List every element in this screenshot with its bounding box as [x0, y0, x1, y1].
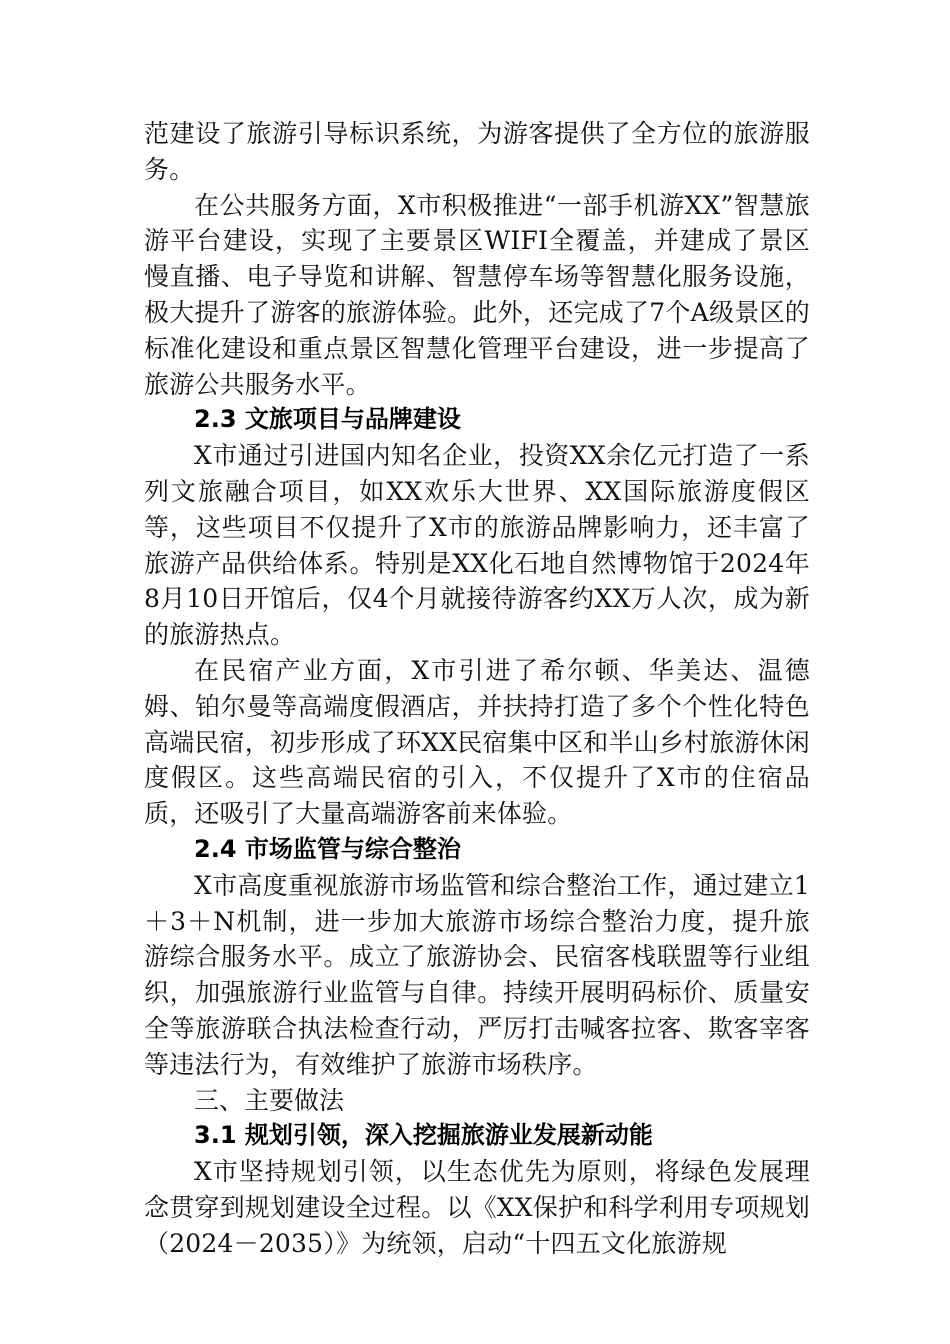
document-body	[144, 116, 810, 1262]
heading-2-3: 2.3 文旅项目与品牌建设	[194, 405, 461, 434]
paragraph-planning: X市坚持规划引领，以生态优先为原则，将绿色发展理念贯穿到规划建设全过程。以《XX保护和科学利用专项规划（2024－2035）》为统领，启动“十四五文化旅游规	[144, 1157, 810, 1258]
paragraph-homestay: 在民宿产业方面，X市引进了希尔顿、华美达、温德姆、铂尔曼等高端度假酒店，并扶持打造了多个个性化特色高端民宿，初步形成了环XX民宿集中区和半山乡村旅游休闲度假区。这些高端民宿的引入，不仅提升了X市的住宿品质，还吸引了大量高端游客前来体验。	[144, 655, 810, 829]
paragraph-public-service: 在公共服务方面，X市积极推进“一部手机游XX”智慧旅游平台建设，实现了主要景区WIFI全覆盖，并建成了景区慢直播、电子导览和讲解、智慧停车场等智慧化服务设施，极大提升了游客的旅游体验。此外，还完成了7个A级景区的标准化建设和重点景区智慧化管理平台建设，进一步提高了旅游公共服务水平。	[144, 190, 810, 399]
heading-2-4: 2.4 市场监管与综合整治	[194, 834, 461, 863]
paragraph-market-regulation: X市高度重视旅游市场监管和综合整治工作，通过建立1＋3＋N机制，进一步加大旅游市场综合整治力度，提升旅游综合服务水平。成立了旅游协会、民宿客栈联盟等行业组织，加强旅游行业监管与自律。持续开展明码标价、质量安全等旅游联合执法检查行动，严厉打击喊客拉客、欺客宰客等违法行为，有效维护了旅游市场秩序。	[144, 870, 810, 1079]
section-heading-3: 三、主要做法	[194, 1085, 345, 1115]
paragraph-continued: 范建设了旅游引导标识系统，为游客提供了全方位的旅游服务。	[144, 119, 810, 184]
heading-3-1: 3.1 规划引领，深入挖掘旅游业发展新动能	[194, 1121, 653, 1150]
paragraph-projects: X市通过引进国内知名企业，投资XX余亿元打造了一系列文旅融合项目，如XX欢乐大世界、XX国际旅游度假区等，这些项目不仅提升了X市的旅游品牌影响力，还丰富了旅游产品供给体系。特别是XX化石地自然博物馆于2024年8月10日开馆后，仅4个月就接待游客约XX万人次，成为新的旅游热点。	[144, 441, 810, 650]
